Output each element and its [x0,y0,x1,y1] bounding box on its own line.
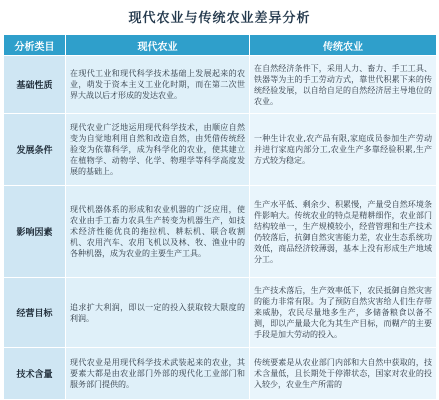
table-row [4,348,437,400]
table-row [4,114,437,186]
header-category: 分析类目 [4,35,66,56]
modern-cell: 现代农业广泛地运用现代科学技术，由顺应自然变为自觉地利用自然和改造自然，由凭借传统经验变为依靠科学，成为科学化的农业，使其建立在植物学、动物学、化学、物理学等科学高度发展的基础上。 [66,114,250,186]
row-category: 经营目标 [4,278,66,348]
traditional-cell: 生产水平低、剩余少、积累慢，产量受自然环境条件影响大。传统农业的特点是精耕细作，农业部门结构较单一，生产规模较小，经营管理和生产技术仍较落后，抗御自然灾害能力差，农业生态系统功效低，商品经济较薄弱，基本上没有形成生产地域分工。 [250,186,437,278]
traditional-cell: 生产技术落后，生产效率低下，农民抵御自然灾害的能力非常有限。为了预防自然灾害给人们生存带来威胁，农民尽量地多生产，多储备粮食以备不测，即以产量最大化为其生产目标，而糊产的主要手段是加大劳动的投入。 [250,278,437,348]
table-header-row [4,35,437,56]
table-row [4,56,437,114]
header-traditional: 传统农业 [250,35,437,56]
modern-cell: 现代农业是用现代科学技术武装起来的农业，其要素大都是由农业部门外部的现代化工业部门和服务部门提供的。 [66,348,250,400]
header-modern: 现代农业 [66,35,250,56]
modern-cell: 在现代工业和现代科学技术基础上发展起来的农业，萌发于资本主义工业化时期，而在第二次世界大战以后才形成的发达农业。 [66,56,250,114]
row-category: 发展条件 [4,114,66,186]
row-category: 影响因素 [4,186,66,278]
traditional-cell: 传统要素是从农业部门内部和大自然中获取的，技术含量低，且长期处于停滞状态，国家对农业的投入较少，农业生产所需的 [250,348,437,400]
table-row [4,278,437,348]
modern-cell: 追求扩大利润，即以一定的投入获取较大限度的利润。 [66,278,250,348]
row-category: 技术含量 [4,348,66,400]
traditional-cell: 一种生计农业,农产品有限,家庭成员参加生产劳动并进行家庭内部分工,农业生产多靠经验积累,生产方式较为稳定。 [250,114,437,186]
table-row [4,186,437,278]
page-title: 现代农业与传统农业差异分析 [128,11,311,26]
row-category: 基础性质 [4,56,66,114]
traditional-cell: 在自然经济条件下，采用人力、畜力、手工工具、铁器等为主的手工劳动方式，靠世代积累下来的传统经验发展，以自给自足的自然经济居主导地位的农业。 [250,56,437,114]
modern-cell: 现代机器体系的形成和农业机器的广泛应用，使农业由手工畜力农具生产转变为机器生产，如技术经济性能优良的拖拉机、耕耘机、联合收割机、农用汽车、农用飞机以及林、牧、渔业中的各种机器，成为农业的主要生产工具。 [66,186,250,278]
comparison-table [3,34,437,400]
